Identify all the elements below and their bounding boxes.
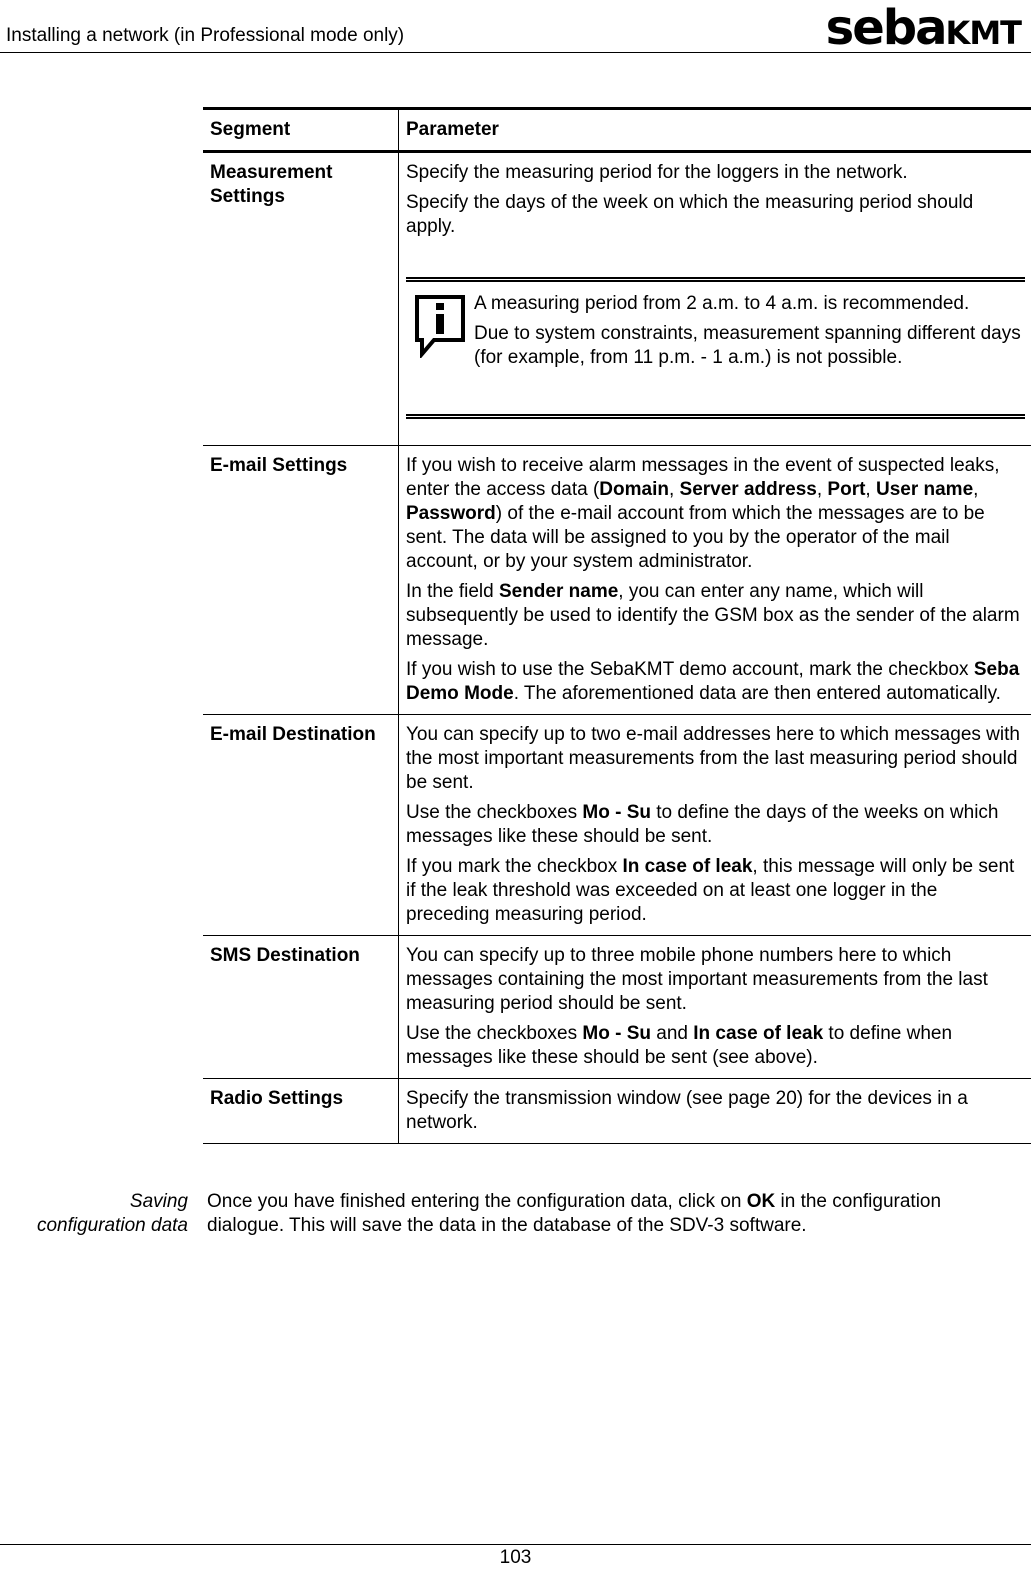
parameter-cell xyxy=(399,715,1031,936)
logo-seba: seba xyxy=(825,0,946,56)
logo-kmt: KMT xyxy=(945,14,1021,52)
paragraph: Use the checkboxes Mo - Su to define the days of the weeks on which messages like these should be sent. xyxy=(406,802,999,847)
table-row-email-settings xyxy=(203,446,1031,715)
paragraph: You can specify up to two e-mail addresses here to which messages with the most important measurements from the last measuring period should be sent. xyxy=(406,724,1020,793)
table-row-measurement-settings xyxy=(203,152,1031,446)
parameter-cell xyxy=(399,1079,1031,1144)
note-paragraph: Due to system constraints, measurement spanning different days (for example, from 11 p.m. - 1 a.m.) is not possible. xyxy=(474,323,1021,368)
segment-cell: SMS Destination xyxy=(210,945,360,966)
parameter-cell xyxy=(399,936,1031,1079)
segment-cell: Radio Settings xyxy=(210,1088,344,1109)
note-paragraph: A measuring period from 2 a.m. to 4 a.m. is recommended. xyxy=(474,293,970,314)
saving-paragraph: Once you have finished entering the configuration data, click on OK in the configuration dialogue. This will save the data in the database of the SDV-3 software. xyxy=(207,1191,942,1236)
segment-cell: Measurement Settings xyxy=(210,162,333,207)
table-row-email-destination xyxy=(203,715,1031,936)
header-segment: Segment xyxy=(210,119,291,140)
header-parameter: Parameter xyxy=(399,109,1031,152)
parameter-cell xyxy=(399,152,1031,446)
segment-cell: E-mail Destination xyxy=(210,724,376,745)
header-title: Installing a network (in Professional mode only) xyxy=(6,25,405,46)
paragraph: If you wish to use the SebaKMT demo account, mark the checkbox Seba Demo Mode. The aforementioned data are then entered automatically. xyxy=(406,659,1020,704)
table-row-radio-settings xyxy=(203,1079,1031,1144)
info-note xyxy=(406,277,1025,419)
paragraph: You can specify up to three mobile phone numbers here to which messages containing the most important measurements from the last measuring period should be sent. xyxy=(406,945,988,1014)
parameter-table xyxy=(203,107,1031,1144)
parameter-cell xyxy=(399,446,1031,715)
page-header xyxy=(0,0,1031,56)
paragraph: If you wish to receive alarm messages in the event of suspected leaks, enter the access data (Domain, Server address, Port, User name, Password) of the e-mail account from which the messages are to be sent. The data will be assigned to you by the operator of the mail account, or by your system administrator. xyxy=(406,455,1000,572)
paragraph: If you mark the checkbox In case of leak, this message will only be sent if the leak threshold was exceeded on at least one logger in the preceding measuring period. xyxy=(406,856,1015,925)
note-text xyxy=(474,292,1025,370)
paragraph: Specify the measuring period for the loggers in the network. xyxy=(406,162,908,183)
paragraph: Specify the days of the week on which the measuring period should apply. xyxy=(406,192,974,237)
segment-cell: E-mail Settings xyxy=(210,455,348,476)
paragraph: Use the checkboxes Mo - Su and In case of leak to define when messages like these should be sent (see above). xyxy=(406,1023,953,1068)
paragraph: In the field Sender name, you can enter any name, which will subsequently be used to identify the GSM box as the sender of the alarm message. xyxy=(406,581,1020,650)
saving-side-label: Saving configuration data xyxy=(36,1191,188,1236)
table-row-sms-destination xyxy=(203,936,1031,1079)
sebakmt-logo xyxy=(825,0,1021,56)
paragraph: Specify the transmission window (see page 20) for the devices in a network. xyxy=(406,1088,968,1133)
table-header-row xyxy=(203,109,1031,152)
page-number: 103 xyxy=(499,1547,532,1568)
info-icon xyxy=(414,294,466,358)
page-footer xyxy=(0,1544,1031,1545)
